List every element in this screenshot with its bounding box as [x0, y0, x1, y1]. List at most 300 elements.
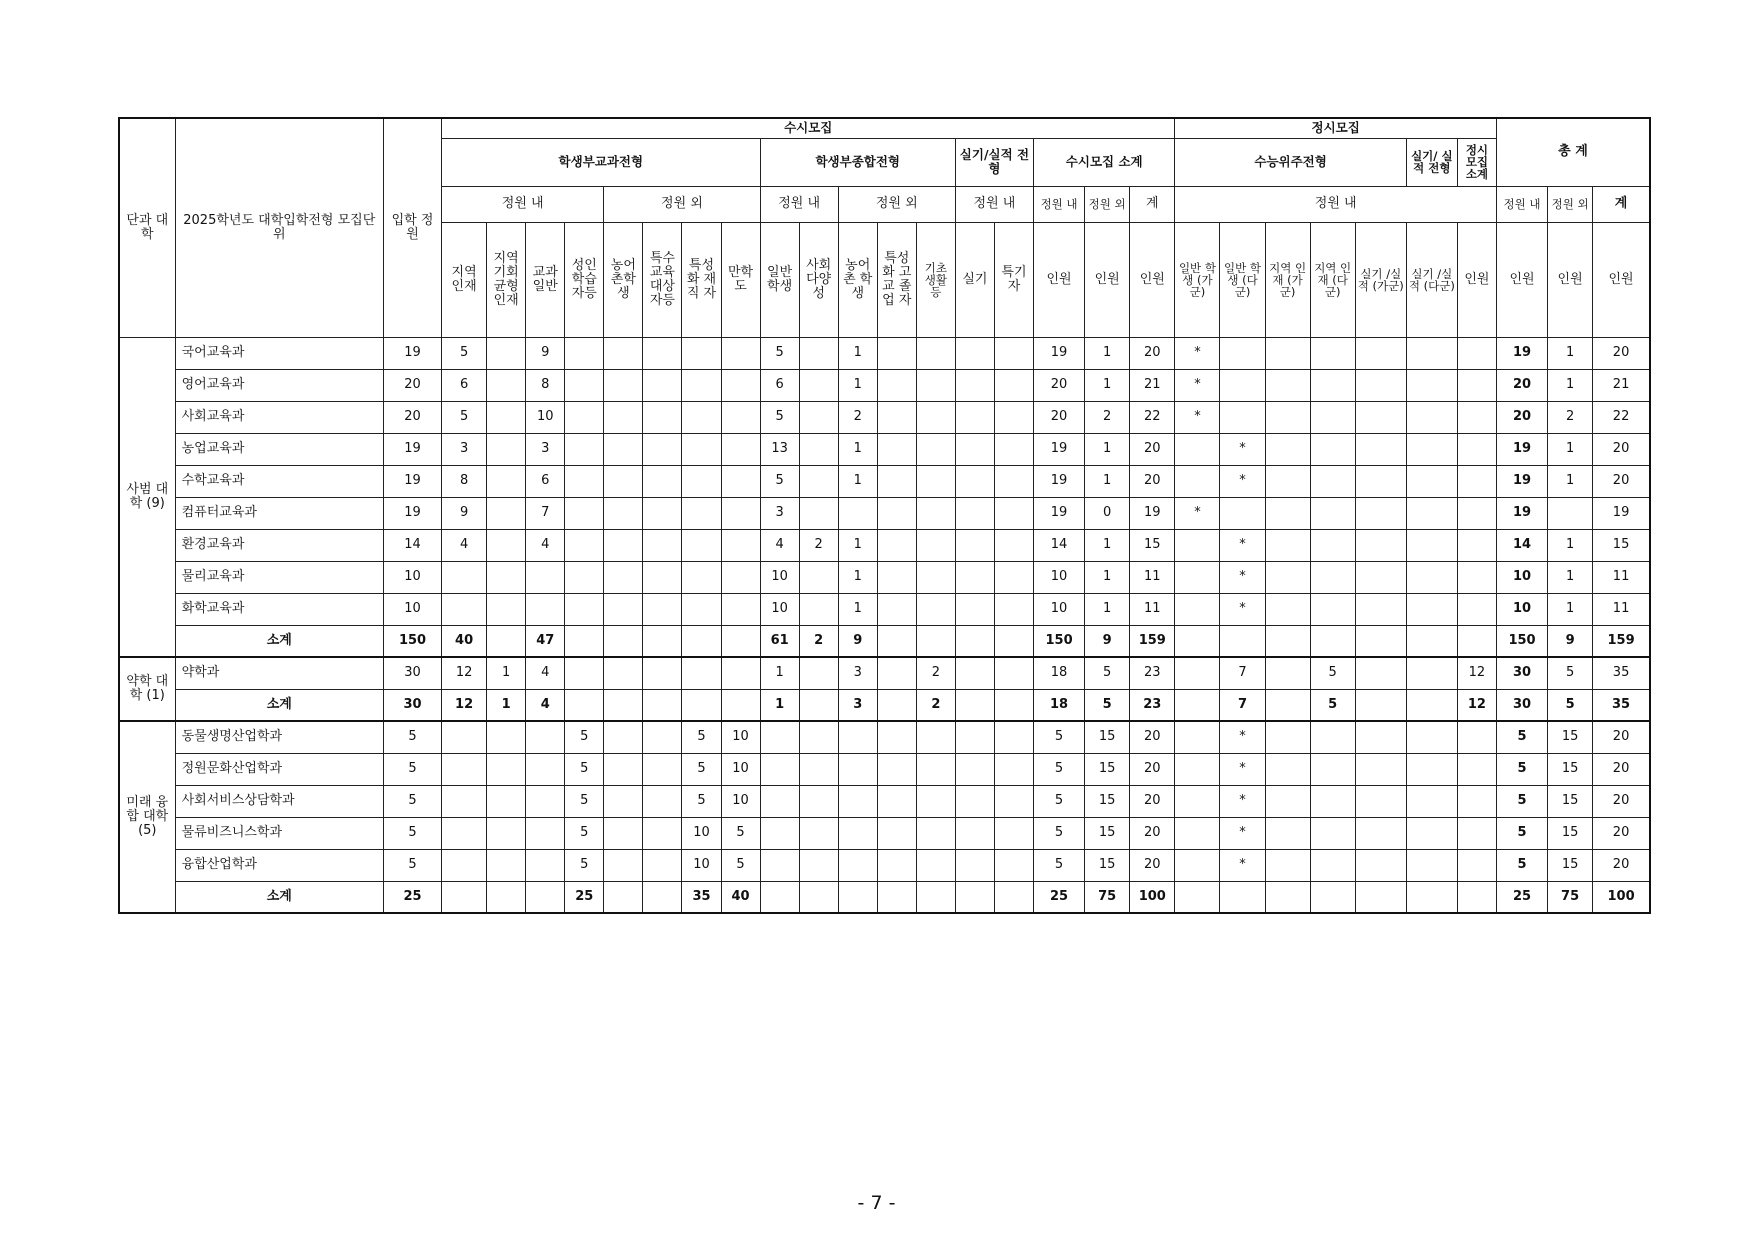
data-cell	[1457, 401, 1496, 433]
data-cell: 5	[442, 337, 487, 369]
data-cell	[1175, 465, 1220, 497]
data-cell: 5	[1496, 785, 1547, 817]
data-cell	[1310, 561, 1355, 593]
data-cell	[487, 817, 526, 849]
data-cell	[838, 785, 877, 817]
data-cell	[1310, 625, 1355, 657]
data-cell	[1406, 721, 1457, 753]
data-cell: 5	[1548, 689, 1593, 721]
data-cell: 4	[526, 657, 565, 689]
data-cell	[799, 817, 838, 849]
data-cell: *	[1220, 817, 1265, 849]
data-cell	[1265, 337, 1310, 369]
unit-name: 융합산업학과	[175, 849, 383, 881]
data-cell	[1310, 465, 1355, 497]
data-cell: 100	[1130, 881, 1175, 913]
data-cell	[721, 401, 760, 433]
data-cell	[1175, 657, 1220, 689]
data-cell	[604, 657, 643, 689]
data-cell: 15	[1085, 753, 1130, 785]
data-cell: 20	[1130, 785, 1175, 817]
data-cell	[1310, 817, 1355, 849]
data-cell	[877, 721, 916, 753]
data-cell	[643, 465, 682, 497]
header-unit: 2025학년도 대학입학전형 모집단위	[175, 118, 383, 337]
data-cell	[799, 465, 838, 497]
data-cell: 1	[838, 529, 877, 561]
table-row	[119, 433, 1650, 465]
data-cell: 1	[1085, 529, 1130, 561]
data-cell: *	[1220, 561, 1265, 593]
data-cell	[1310, 753, 1355, 785]
data-cell	[1220, 625, 1265, 657]
data-cell	[955, 849, 994, 881]
col-header: 지역 기회 균형 인재	[487, 222, 526, 337]
data-cell: 3	[526, 433, 565, 465]
data-cell	[838, 497, 877, 529]
data-cell: 1	[1085, 337, 1130, 369]
data-cell: 5	[1496, 721, 1547, 753]
data-cell: 9	[1085, 625, 1130, 657]
data-cell: 35	[1593, 689, 1650, 721]
data-cell	[1355, 817, 1406, 849]
data-cell: 21	[1130, 369, 1175, 401]
data-cell: 15	[1085, 849, 1130, 881]
data-cell: 10	[526, 401, 565, 433]
data-cell: 12	[442, 689, 487, 721]
data-cell: 75	[1085, 881, 1130, 913]
data-cell	[799, 593, 838, 625]
data-cell: *	[1220, 721, 1265, 753]
data-cell: 20	[1496, 401, 1547, 433]
col-header: 성인 학습 자등	[565, 222, 604, 337]
header-total-in: 정원 내	[1496, 186, 1547, 222]
college-cell: 사범 대학 (9)	[119, 337, 175, 657]
data-cell	[799, 881, 838, 913]
data-cell	[565, 401, 604, 433]
page-number: - 7 -	[857, 1192, 896, 1214]
data-cell	[682, 337, 721, 369]
data-cell	[877, 881, 916, 913]
unit-name: 물리교육과	[175, 561, 383, 593]
data-cell	[760, 849, 799, 881]
data-cell: 25	[565, 881, 604, 913]
data-cell	[1265, 529, 1310, 561]
data-cell	[799, 433, 838, 465]
unit-name: 약학과	[175, 657, 383, 689]
data-cell: 14	[1496, 529, 1547, 561]
data-cell	[721, 369, 760, 401]
data-cell	[916, 401, 955, 433]
data-cell	[604, 337, 643, 369]
data-cell: 1	[1548, 561, 1593, 593]
data-cell: 20	[1593, 785, 1650, 817]
header-total-out: 정원 외	[1548, 186, 1593, 222]
data-cell	[994, 433, 1033, 465]
data-cell	[955, 369, 994, 401]
data-cell: 20	[1593, 817, 1650, 849]
data-cell	[799, 561, 838, 593]
data-cell: 5	[565, 849, 604, 881]
data-cell	[1457, 721, 1496, 753]
table-row	[119, 529, 1650, 561]
data-cell	[604, 753, 643, 785]
data-cell	[877, 561, 916, 593]
data-cell: 150	[383, 625, 441, 657]
data-cell	[1406, 817, 1457, 849]
data-cell	[604, 625, 643, 657]
data-cell: 8	[526, 369, 565, 401]
data-cell: 15	[1085, 817, 1130, 849]
data-cell	[916, 561, 955, 593]
data-cell	[799, 337, 838, 369]
header-jonghap-in: 정원 내	[760, 186, 838, 222]
data-cell: 150	[1034, 625, 1085, 657]
data-cell: 22	[1593, 401, 1650, 433]
data-cell	[1220, 497, 1265, 529]
data-cell: 11	[1593, 593, 1650, 625]
data-cell	[1406, 369, 1457, 401]
data-cell: 11	[1130, 561, 1175, 593]
col-header: 일반 학생 (다 군)	[1220, 222, 1265, 337]
data-cell: 6	[760, 369, 799, 401]
data-cell	[682, 561, 721, 593]
data-cell	[721, 561, 760, 593]
data-cell	[1457, 785, 1496, 817]
data-cell	[916, 593, 955, 625]
data-cell: 5	[682, 721, 721, 753]
header-jeongsi-subtotal: 정시 모집 소계	[1457, 138, 1496, 186]
data-cell: 20	[1130, 817, 1175, 849]
data-cell	[643, 753, 682, 785]
data-cell: *	[1220, 593, 1265, 625]
data-cell: 19	[1496, 465, 1547, 497]
data-cell	[1457, 593, 1496, 625]
data-cell	[565, 657, 604, 689]
data-cell: 9	[442, 497, 487, 529]
data-cell	[994, 529, 1033, 561]
col-header: 지역 인재 (가 군)	[1265, 222, 1310, 337]
data-cell	[487, 465, 526, 497]
data-cell: 5	[383, 849, 441, 881]
data-cell: *	[1175, 497, 1220, 529]
header-susi-sub-in: 정원 내	[1034, 186, 1085, 222]
data-cell: 5	[1085, 657, 1130, 689]
data-cell	[604, 689, 643, 721]
subtotal-label: 소계	[175, 881, 383, 913]
data-cell: 5	[1034, 785, 1085, 817]
data-cell	[487, 785, 526, 817]
data-cell: 12	[1457, 689, 1496, 721]
data-cell	[442, 561, 487, 593]
data-cell: 15	[1085, 785, 1130, 817]
data-cell: 6	[526, 465, 565, 497]
data-cell	[1310, 849, 1355, 881]
data-cell	[643, 625, 682, 657]
data-cell	[721, 433, 760, 465]
data-cell: 25	[1496, 881, 1547, 913]
data-cell	[916, 529, 955, 561]
data-cell	[1175, 785, 1220, 817]
data-cell	[916, 337, 955, 369]
data-cell: 20	[1593, 721, 1650, 753]
data-cell	[877, 433, 916, 465]
subtotal-label: 소계	[175, 689, 383, 721]
data-cell: 1	[1548, 465, 1593, 497]
data-cell	[916, 465, 955, 497]
header-susi-subtotal: 수시모집 소계	[1034, 138, 1175, 186]
data-cell: 10	[383, 593, 441, 625]
header-susi-jonghap: 학생부종합전형	[760, 138, 955, 186]
data-cell	[916, 817, 955, 849]
data-cell: 9	[838, 625, 877, 657]
data-cell: 5	[760, 465, 799, 497]
table-row	[119, 401, 1650, 433]
data-cell: 19	[1034, 433, 1085, 465]
data-cell	[877, 689, 916, 721]
data-cell	[1310, 881, 1355, 913]
data-cell	[1175, 753, 1220, 785]
data-cell	[442, 721, 487, 753]
col-header: 일반 학생 (가 군)	[1175, 222, 1220, 337]
data-cell	[1355, 529, 1406, 561]
data-cell: 1	[760, 689, 799, 721]
data-cell	[487, 369, 526, 401]
data-cell: 19	[1496, 497, 1547, 529]
data-cell: 35	[682, 881, 721, 913]
data-cell	[955, 689, 994, 721]
col-header: 교과 일반	[526, 222, 565, 337]
data-cell: 1	[1085, 369, 1130, 401]
data-cell: 19	[1593, 497, 1650, 529]
data-cell	[721, 689, 760, 721]
data-cell	[916, 753, 955, 785]
data-cell	[760, 753, 799, 785]
data-cell	[1355, 433, 1406, 465]
data-cell	[682, 465, 721, 497]
data-cell: 20	[1593, 337, 1650, 369]
data-cell	[442, 785, 487, 817]
data-cell	[994, 497, 1033, 529]
data-cell	[916, 497, 955, 529]
data-cell: 5	[383, 721, 441, 753]
data-cell	[1265, 625, 1310, 657]
data-cell	[838, 817, 877, 849]
data-cell	[916, 369, 955, 401]
data-cell	[682, 369, 721, 401]
data-cell	[955, 433, 994, 465]
table-row	[119, 817, 1650, 849]
data-cell	[1265, 433, 1310, 465]
data-cell	[526, 785, 565, 817]
data-cell	[994, 593, 1033, 625]
data-cell: 1	[1085, 433, 1130, 465]
data-cell: 15	[1548, 817, 1593, 849]
data-cell	[1355, 785, 1406, 817]
data-cell: 1	[1548, 337, 1593, 369]
data-cell: 1	[1548, 529, 1593, 561]
col-header: 사회 다양 성	[799, 222, 838, 337]
data-cell: 10	[721, 753, 760, 785]
data-cell	[916, 625, 955, 657]
data-cell	[955, 529, 994, 561]
table-row	[119, 561, 1650, 593]
data-cell: 35	[1593, 657, 1650, 689]
data-cell	[526, 753, 565, 785]
data-cell	[1406, 433, 1457, 465]
data-cell	[1457, 465, 1496, 497]
data-cell	[442, 593, 487, 625]
table-row	[119, 785, 1650, 817]
data-cell	[838, 881, 877, 913]
data-cell: *	[1175, 401, 1220, 433]
header-capacity: 입학 정원	[383, 118, 441, 337]
data-cell: 6	[442, 369, 487, 401]
data-cell: 1	[838, 337, 877, 369]
data-cell: 20	[1593, 753, 1650, 785]
data-cell	[1406, 561, 1457, 593]
subtotal-row	[119, 625, 1650, 657]
data-cell	[877, 497, 916, 529]
data-cell: *	[1220, 785, 1265, 817]
data-cell	[799, 785, 838, 817]
data-cell: 20	[1130, 433, 1175, 465]
data-cell: 19	[1496, 433, 1547, 465]
data-cell: 1	[838, 561, 877, 593]
data-cell	[682, 497, 721, 529]
data-cell	[487, 721, 526, 753]
data-cell	[994, 881, 1033, 913]
data-cell	[877, 593, 916, 625]
data-cell	[604, 529, 643, 561]
data-cell	[1175, 593, 1220, 625]
data-cell: 3	[760, 497, 799, 529]
data-cell	[877, 529, 916, 561]
data-cell	[1548, 497, 1593, 529]
data-cell: 5	[1310, 689, 1355, 721]
data-cell	[604, 849, 643, 881]
data-cell: 10	[682, 849, 721, 881]
data-cell	[604, 881, 643, 913]
data-cell	[994, 849, 1033, 881]
table-row	[119, 721, 1650, 753]
data-cell: 61	[760, 625, 799, 657]
data-cell: 15	[1548, 849, 1593, 881]
data-cell	[1175, 433, 1220, 465]
data-cell: 15	[1548, 753, 1593, 785]
data-cell: 19	[383, 337, 441, 369]
data-cell	[1355, 753, 1406, 785]
data-cell	[604, 433, 643, 465]
data-cell: 9	[1548, 625, 1593, 657]
header-jonghap-out: 정원 외	[838, 186, 955, 222]
data-cell: 47	[526, 625, 565, 657]
header-suneung: 수능위주전형	[1175, 138, 1406, 186]
data-cell: 10	[721, 785, 760, 817]
data-cell: 7	[1220, 689, 1265, 721]
data-cell	[565, 625, 604, 657]
data-cell: 18	[1034, 689, 1085, 721]
data-cell: 1	[838, 433, 877, 465]
data-cell	[682, 657, 721, 689]
data-cell: 15	[1548, 785, 1593, 817]
data-cell	[643, 881, 682, 913]
data-cell	[1265, 849, 1310, 881]
data-cell	[877, 849, 916, 881]
data-cell	[994, 721, 1033, 753]
data-cell	[838, 849, 877, 881]
data-cell	[1265, 465, 1310, 497]
data-cell: 12	[1457, 657, 1496, 689]
data-cell: 12	[442, 657, 487, 689]
data-cell	[877, 465, 916, 497]
data-cell: 30	[383, 657, 441, 689]
data-cell: 22	[1130, 401, 1175, 433]
data-cell: 1	[1548, 369, 1593, 401]
data-cell	[721, 529, 760, 561]
data-cell	[487, 401, 526, 433]
col-header: 농어 촌학 생	[604, 222, 643, 337]
data-cell	[994, 465, 1033, 497]
data-cell: 5	[1034, 817, 1085, 849]
data-cell: 7	[1220, 657, 1265, 689]
data-cell	[442, 753, 487, 785]
data-cell	[643, 337, 682, 369]
data-cell	[487, 497, 526, 529]
data-cell	[955, 401, 994, 433]
data-cell	[604, 465, 643, 497]
data-cell: 5	[1496, 817, 1547, 849]
col-header: 특성 화 재직 자	[682, 222, 721, 337]
table-row	[119, 497, 1650, 529]
col-header: 만학 도	[721, 222, 760, 337]
data-cell: 9	[526, 337, 565, 369]
header-gyogwa-out: 정원 외	[604, 186, 760, 222]
col-header: 지역 인재 (다 군)	[1310, 222, 1355, 337]
data-cell: 2	[838, 401, 877, 433]
data-cell	[1310, 369, 1355, 401]
data-cell: 11	[1130, 593, 1175, 625]
data-cell	[799, 721, 838, 753]
data-cell: 5	[565, 817, 604, 849]
data-cell	[916, 785, 955, 817]
table-row	[119, 337, 1650, 369]
data-cell: 5	[565, 785, 604, 817]
data-cell: 19	[1034, 497, 1085, 529]
data-cell	[1175, 561, 1220, 593]
header-susi-gyogwa: 학생부교과전형	[442, 138, 761, 186]
data-cell	[994, 337, 1033, 369]
data-cell	[526, 561, 565, 593]
table-row	[119, 369, 1650, 401]
data-cell: 5	[1034, 753, 1085, 785]
data-cell	[1355, 881, 1406, 913]
unit-name: 동물생명산업학과	[175, 721, 383, 753]
data-cell	[565, 689, 604, 721]
header-gyogwa-in: 정원 내	[442, 186, 604, 222]
header-total: 총 계	[1496, 118, 1650, 186]
col-header: 인원	[1496, 222, 1547, 337]
data-cell: 20	[383, 401, 441, 433]
data-cell	[565, 593, 604, 625]
data-cell	[1355, 689, 1406, 721]
college-cell: 약학 대학 (1)	[119, 657, 175, 721]
data-cell	[916, 849, 955, 881]
data-cell	[487, 849, 526, 881]
data-cell	[760, 881, 799, 913]
data-cell	[526, 721, 565, 753]
data-cell: 23	[1130, 689, 1175, 721]
